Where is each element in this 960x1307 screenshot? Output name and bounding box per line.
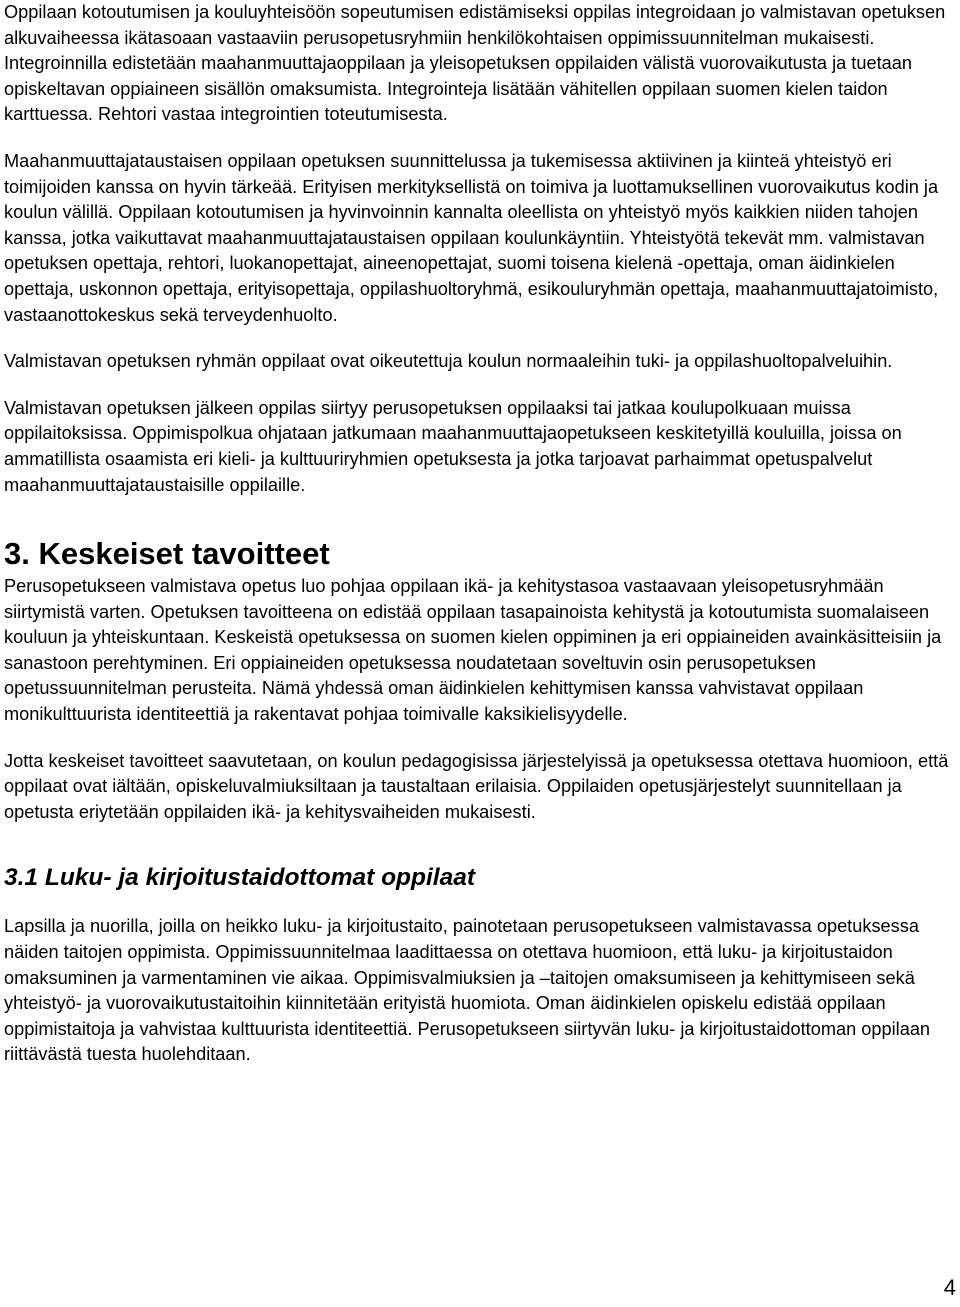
paragraph-gap [4, 375, 954, 396]
paragraph-gap [4, 728, 954, 749]
paragraph-cooperation: Maahanmuuttajataustaisen oppilaan opetuksen suunnittelussa ja tukemisessa aktiivinen ja kiinteä yhteistyö eri toimijoiden kanssa on hyvin tärkeää. Erityisen merkityksellistä on toimiva ja luottamuksellinen vuorovaikutus kodin ja koulun välillä. Oppilaan kotoutumisen ja hyvinvoinnin kannalta oleellista on yhteistyö myös kaikkien niiden tahojen kanssa, jotka vaikuttavat maahanmuuttajataustaisen oppilaan koulunkäyntiin. Yhteistyötä tekevät mm. valmistavan opetuksen opettaja, rehtori, luokanopettajat, aineenopettajat, suomi toisena kielenä -opettaja, oman äidinkielen opettaja, uskonnon opettaja, erityisopettaja, oppilashuoltoryhmä, esikouluryhmän opettaja, maahanmuuttajatoimisto, vastaanottokeskus sekä terveydenhuolto. [4, 150, 939, 325]
paragraph-gap [4, 328, 954, 349]
document-page [4, 0, 954, 1068]
paragraph-after-preparatory: Valmistavan opetuksen jälkeen oppilas siirtyy perusopetuksen oppilaaksi tai jatkaa koulupolkuaan muissa oppilaitoksissa. Oppimispolkua ohjataan jatkumaan maahanmuuttajaopetukseen keskitetyillä kouluilla, joissa on ammatillista osaamista eri kieli- ja kulttuuriryhmien opetuksesta ja jotka tarjoavat parhaimmat opetuspalvelut maahanmuuttajataustaisille oppilaille. [4, 397, 902, 495]
section-gap [4, 825, 954, 863]
paragraph-gap [4, 893, 954, 914]
page-number: 4 [943, 1275, 956, 1300]
section-heading-3-1: 3.1 Luku- ja kirjoitustaidottomat oppilaat [4, 864, 475, 892]
paragraph-integration: Oppilaan kotoutumisen ja kouluyhteisöön sopeutumisen edistämiseksi oppilas integroidaan jo valmistavan opetuksen alkuvaiheessa ikätasoaan vastaaviin perusopetusryhmiin henkilökohtaisen oppimissuunnitelman mukaisesti. Integroinnilla edistetään maahanmuuttajaoppilaan ja yleisopetuksen oppilaiden välistä vuorovaikutusta ja tuetaan opiskeltavan oppiaineen sisällön omaksumista. Integrointeja lisätään vähitellen oppilaan suomen kielen taidon karttuessa. Rehtori vastaa integrointien toteutumisesta. [4, 2, 946, 125]
paragraph-arrangements: Jotta keskeiset tavoitteet saavutetaan, on koulun pedagogisissa järjestelyissä ja opetuksessa otettava huomioon, että oppilaat ovat iältään, opiskeluvalmiuksiltaan ja taustaltaan erilaisia. Oppilaiden opetusjärjestelyt suunnitellaan ja opetusta eriytetään oppilaiden ikä- ja kehitysvaiheiden mukaisesti. [4, 750, 949, 822]
paragraph-literacy: Lapsilla ja nuorilla, joilla on heikko luku- ja kirjoitustaito, painotetaan perusopetukseen valmistavassa opetuksessa näiden taitojen oppimista. Oppimissuunnitelmaa laadittaessa on otettava huomioon, että luku- ja kirjoitustaidon omaksuminen ja varmentaminen vie aikaa. Oppimisvalmiuksien ja –taitojen omaksumiseen ja kehittymiseen sekä yhteistyö- ja vuorovaikutustaitoihin kiinnitetään erityistä huomiota. Oman äidinkielen opiskelu edistää oppilaan oppimistaitoja ja vahvistaa kulttuurista identiteettiä. Perusopetukseen siirtyvän luku- ja kirjoitustaidottoman oppilaan riittävästä tuesta huolehditaan. [4, 916, 931, 1065]
section-gap [4, 498, 954, 536]
section-heading-3: 3. Keskeiset tavoitteet [4, 536, 330, 572]
paragraph-gap [4, 128, 954, 149]
paragraph-objectives: Perusopetukseen valmistava opetus luo pohjaa oppilaan ikä- ja kehitystasoa vastaavaan yleisopetusryhmään siirtymistä varten. Opetuksen tavoitteena on edistää oppilaan tasapainoista kehitystä ja kotoutumista suomalaiseen kouluun ja yhteiskuntaan. Keskeistä opetuksessa on suomen kielen oppiminen ja eri oppiaineiden avainkäsitteisiin ja sanastoon perehtyminen. Eri oppiaineiden opetuksessa noudatetaan soveltuvin osin perusopetuksen opetussuunnitelman perusteita. Nämä yhdessä oman äidinkielen kehittymisen kanssa vahvistavat oppilaan monikulttuurista identiteettiä ja rakentavat pohjaa toimivalle kaksikielisyydelle. [4, 576, 942, 725]
paragraph-support-services: Valmistavan opetuksen ryhmän oppilaat ovat oikeutettuja koulun normaaleihin tuki- ja oppilashuoltopalveluihin. [4, 351, 893, 372]
